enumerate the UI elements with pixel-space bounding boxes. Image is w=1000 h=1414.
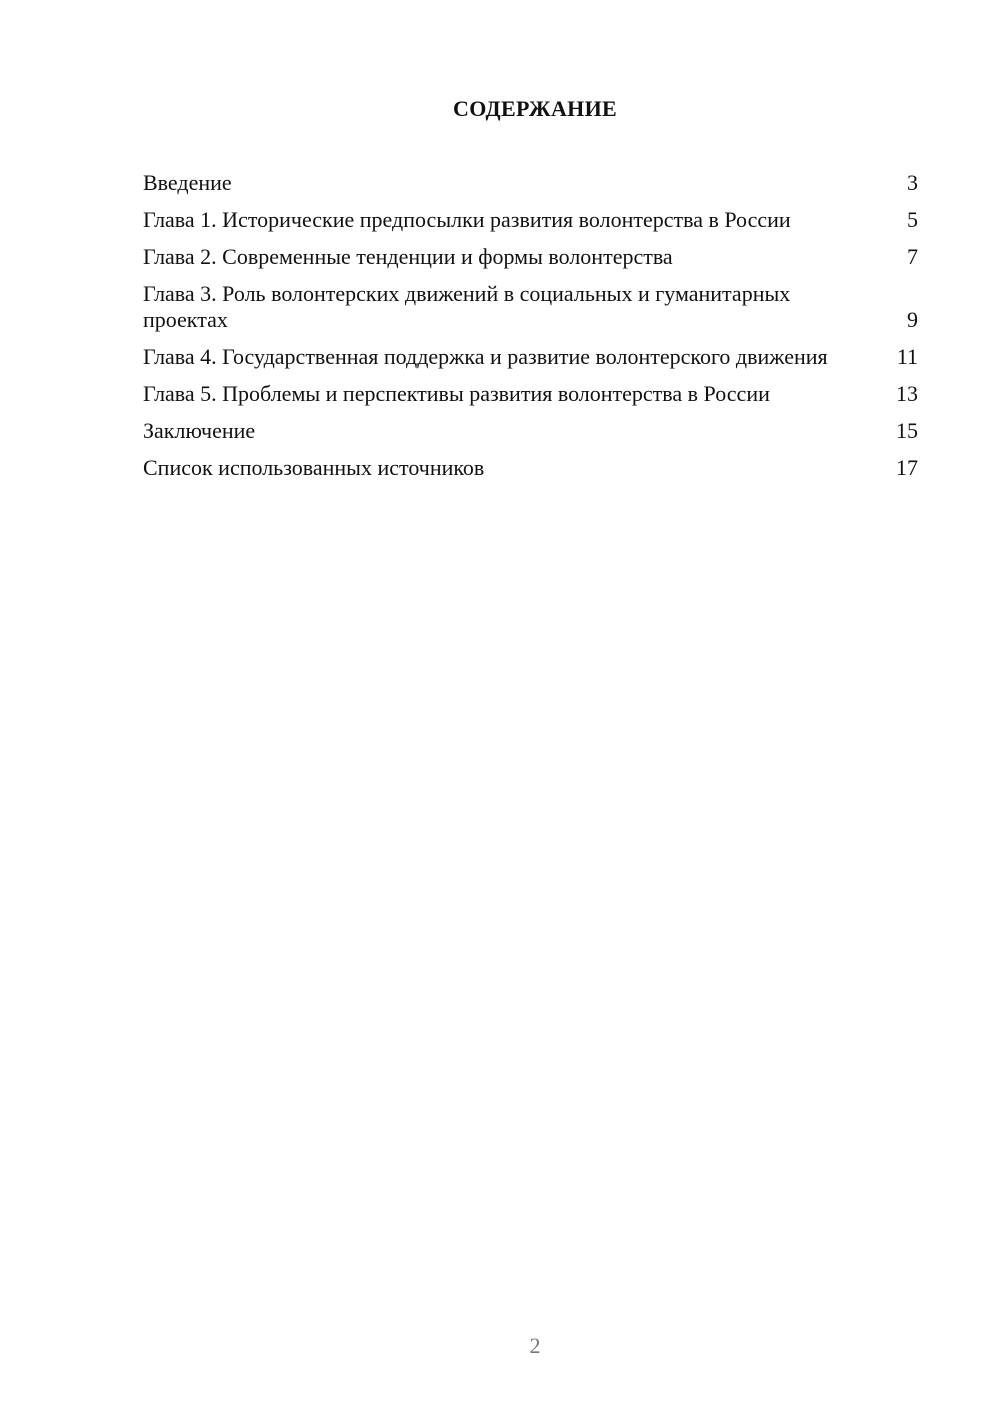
toc-entry-page: 15	[896, 418, 918, 443]
page-title: СОДЕРЖАНИЕ	[453, 96, 617, 121]
toc-entry-label: Глава 1. Исторические предпосылки развития волонтерства в России	[143, 207, 791, 232]
toc-entry-chapter-4	[143, 344, 918, 370]
toc-entry-conclusion	[143, 418, 918, 444]
toc-entry-label: Список использованных источников	[143, 455, 485, 480]
table-of-contents	[143, 170, 918, 492]
toc-entry-label: Глава 4. Государственная поддержка и развитие волонтерского движения	[143, 344, 828, 369]
toc-entry-page: 7	[907, 244, 918, 269]
toc-entry-page: 11	[896, 344, 918, 369]
toc-entry-page: 13	[896, 381, 918, 406]
toc-entry-label: Глава 5. Проблемы и перспективы развития волонтерства в России	[143, 381, 770, 406]
toc-entry-label: Глава 3. Роль волонтерских движений в социальных и гуманитарных проектах	[143, 281, 791, 332]
toc-entry-chapter-1	[143, 207, 918, 233]
page-number: 2	[529, 1333, 541, 1358]
toc-entry-chapter-3	[143, 281, 918, 333]
toc-entry-references	[143, 455, 918, 481]
toc-entry-chapter-5	[143, 381, 918, 407]
toc-entry-label: Глава 2. Современные тенденции и формы волонтерства	[143, 244, 673, 269]
toc-entry-introduction	[143, 170, 918, 196]
toc-entry-page: 3	[907, 170, 918, 195]
toc-entry-label: Заключение	[143, 418, 256, 443]
toc-entry-page: 9	[907, 307, 918, 332]
toc-entry-label: Введение	[143, 170, 232, 195]
toc-entry-page: 5	[907, 207, 918, 232]
toc-entry-chapter-2	[143, 244, 918, 270]
toc-entry-page: 17	[896, 455, 918, 480]
